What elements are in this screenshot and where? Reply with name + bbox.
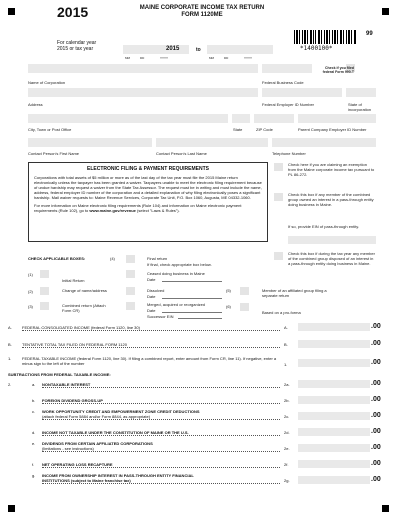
line-a-ref: A.: [284, 325, 288, 330]
registration-mark-bl: [8, 505, 15, 512]
tax-year-end-field[interactable]: [207, 45, 273, 54]
box-num-1: (1): [28, 272, 33, 277]
form-year: 2015: [57, 4, 89, 20]
line-2g-amount-field[interactable]: [298, 476, 370, 484]
line-2d-letter: d.: [32, 430, 36, 435]
state-label: State: [233, 127, 243, 132]
line-2c-amount-field[interactable]: [298, 412, 370, 420]
line-2f-letter: f.: [32, 462, 35, 467]
zip-label: ZIP Code: [256, 127, 273, 132]
line-1-cents: .00: [371, 359, 381, 366]
line-a-text: FEDERAL CONSOLIDATED INCOME (federal Form 1120, line 30): [22, 325, 280, 331]
line-2e-text: DIVIDENDS FROM CERTAIN AFFILIATED CORPORATIONS: [42, 441, 153, 446]
line-2c-cents: .00: [371, 412, 381, 419]
combined-return-label: Combined return (Attach Form CR): [62, 303, 106, 313]
final-return-checkbox[interactable]: [126, 255, 135, 263]
barcode-icon: [294, 30, 356, 44]
contact-first-name-field[interactable]: [28, 138, 152, 147]
line-b-ref: B.: [284, 342, 288, 347]
line-2c-letter: c.: [32, 409, 36, 414]
line-2b-ref: 2b.: [284, 398, 290, 403]
efile-para2: For more information on Maine electronic filing requirements (Rule 104) and information on Maine electronic payment requirements (Rule 102), go to www.maine.gov/revenue (select "Laws & Rules").: [34, 203, 242, 213]
page-code: 99: [366, 31, 373, 37]
telephone-field[interactable]: [272, 138, 376, 147]
ceased-date-line[interactable]: [162, 281, 222, 282]
disposed-interest-checkbox[interactable]: [274, 252, 283, 260]
box-num-5: (5): [226, 288, 231, 293]
date-label-yyyy2: YYYY: [244, 56, 253, 60]
line-1-text: FEDERAL TAXABLE INCOME (federal Form 1120, line 30). If filing a combined report, enter amount from Form CR, line 11). If negative, enter a minus sign to the left of the number: [22, 356, 277, 366]
line-1-amount-field[interactable]: [298, 359, 370, 367]
line-2g-ref: 2g.: [284, 478, 290, 483]
initial-return-checkbox[interactable]: [40, 270, 49, 278]
subtractions-heading: SUBTRACTIONS FROM FEDERAL TAXABLE INCOME:: [8, 372, 111, 377]
dissolved-checkbox[interactable]: [126, 287, 135, 295]
line-2c-ref: 2c.: [284, 414, 290, 419]
to-label: to: [196, 47, 201, 53]
line-2a-cents: .00: [371, 380, 381, 387]
contact-last-name-field[interactable]: [156, 138, 268, 147]
merged-checkbox[interactable]: [126, 302, 135, 310]
line-2f-ref: 2f.: [284, 462, 289, 467]
exemption-checkbox[interactable]: [274, 163, 283, 171]
dissolved-date-line[interactable]: [162, 298, 222, 299]
line-2a-amount-field[interactable]: [298, 380, 370, 388]
passthrough-ein-field[interactable]: [288, 236, 376, 244]
line-2b-amount-field[interactable]: [298, 396, 370, 404]
registration-mark-br: [382, 505, 389, 512]
box-num-3: (3): [28, 304, 33, 309]
merged-date-label: Date: [147, 308, 156, 313]
form-990t-label: Check if you filed federal Form 990-T: [322, 66, 354, 74]
line-b-amount-field[interactable]: [298, 340, 370, 348]
zip-field[interactable]: [254, 114, 294, 123]
line-2f-text: NET OPERATING LOSS RECAPTURE: [42, 462, 280, 468]
city-label: City, Town or Post Office: [28, 127, 72, 132]
date-label-mm1: MM: [125, 56, 130, 60]
calendar-year-label: For calendar year 2015 or tax year: [57, 40, 97, 52]
line-2f-cents: .00: [371, 460, 381, 467]
dissolved-date-label: Date: [147, 294, 156, 299]
efile-title: ELECTRONIC FILING & PAYMENT REQUIREMENTS: [87, 166, 209, 172]
date-label-mm2: MM: [209, 56, 214, 60]
disposed-interest-label: Check this box if during the tax year any member of the combined group disposed of an interest in a pass-through entity doing business in Maine.: [288, 251, 375, 266]
corporation-name-field[interactable]: [28, 64, 258, 73]
successor-ein-label: Successor EIN: [147, 314, 174, 319]
proforma-checkbox[interactable]: [240, 303, 249, 311]
exemption-label: Check here if you are claiming an exemption from the Maine corporate income tax pursuant to PL 86-272.: [288, 162, 375, 177]
affiliated-group-checkbox[interactable]: [240, 287, 249, 295]
line-2-number: 2.: [8, 382, 12, 387]
corporation-name-label: Name of Corporation: [28, 80, 66, 85]
line-2a-ref: 2a.: [284, 382, 290, 387]
efile-para1: Corporations with total assets of $5 million or more as of the last day of the tax year must file the 2015 Maine return electronically unless the taxpayer has been granted a waiver. Taxpayers unable to meet the electronic filing requirement because of undue hardship may request a waiver from the State Tax Assessor. The request must be in writing and must include the name, address, federal employer ID number of the corporation and a detailed explanation of why filing electronically poses a significant hardship. Mail waiver requests to: Maine Revenue Services, Corporate Tax Unit, P.O. Box 1060, Augusta, ME 04332-1060.: [34, 175, 262, 200]
line-2e-ref: 2e.: [284, 446, 290, 451]
line-2e-amount-field[interactable]: [298, 444, 370, 452]
line-2g-text: INCOME FROM OWNERSHIP INTEREST IN PASS-THROUGH ENTITY FINANCIAL: [42, 473, 194, 478]
line-2f-amount-field[interactable]: [298, 460, 370, 468]
telephone-label: Telephone Number: [272, 151, 306, 156]
fein-label: Federal Employer ID Number: [262, 102, 315, 107]
address-field[interactable]: [28, 88, 258, 97]
final-note: If final, check appropriate box below.: [147, 262, 212, 267]
ceased-date-label: Date: [147, 277, 156, 282]
applicable-heading: CHECK APPLICABLE BOXES:: [28, 256, 86, 261]
city-field[interactable]: [28, 114, 228, 123]
registration-mark-tl: [8, 8, 15, 15]
electronic-filing-notice: [28, 162, 268, 242]
registration-mark-tr: [382, 8, 389, 15]
line-2b-cents: .00: [371, 396, 381, 403]
combined-group-label: Check this box if any member of the combined group owned an interest in a pass-through entity doing business in Maine.: [288, 192, 374, 207]
line-b-cents: .00: [371, 340, 381, 347]
address-label: Address: [28, 102, 43, 107]
line-2a-letter: a.: [32, 382, 36, 387]
box-num-2: (2): [28, 289, 33, 294]
combined-return-checkbox[interactable]: [40, 302, 49, 310]
change-name-label: Change of name/address: [62, 288, 107, 293]
line-2d-ref: 2d.: [284, 430, 290, 435]
line-a-cents: .00: [371, 323, 381, 330]
date-label-dd2: DD: [224, 56, 229, 60]
successor-ein-line[interactable]: [178, 318, 222, 319]
line-1-number: 1.: [8, 356, 12, 361]
state-of-incorporation-label: State of incorporation: [348, 102, 372, 112]
line-b-number: B.: [8, 342, 12, 347]
line-2b-letter: b.: [32, 398, 36, 403]
final-return-label: Final return: [147, 256, 168, 261]
initial-return-label: Initial Return: [62, 278, 85, 283]
line-2b-text: FOREIGN DIVIDEND GROSS-UP: [42, 398, 280, 404]
contact-first-name-label: Contact Person's First Name: [28, 151, 80, 156]
change-name-checkbox[interactable]: [40, 287, 49, 295]
merged-date-line[interactable]: [162, 312, 222, 313]
line-2c-subtext: (attach federal Form 5884 and/or Form 8844, as appropriate): [42, 414, 280, 420]
line-2c-text: WORK OPPORTUNITY CREDIT AND EMPOWERMENT ZONE CREDIT DEDUCTIONS: [42, 409, 200, 414]
box-num-4: (4): [110, 256, 115, 261]
line-2d-text: INCOME NOT TAXABLE UNDER THE CONSTITUTION OF MAINE OR THE U.S.: [42, 430, 280, 436]
line-a-amount-field[interactable]: [298, 323, 370, 331]
line-2e-subtext: (limitations - see instructions): [42, 446, 280, 452]
contact-last-name-label: Contact Person's Last Name: [156, 151, 207, 156]
combined-group-checkbox[interactable]: [274, 193, 283, 201]
box-num-6: (6): [226, 304, 231, 309]
line-2d-cents: .00: [371, 428, 381, 435]
line-2a-text: NONTAXABLE INTEREST: [42, 382, 280, 388]
line-2e-letter: e.: [32, 441, 36, 446]
line-2g-letter: g.: [32, 473, 36, 478]
barcode-text: *1400100*: [300, 45, 333, 52]
proforma-label: Based on a pro-forma: [262, 310, 301, 315]
efile-link[interactable]: www.maine.gov/revenue: [89, 208, 136, 213]
ceased-business-label: Ceased doing business in Maine: [147, 271, 205, 276]
tax-year-value: 2015: [166, 46, 180, 52]
state-field[interactable]: [232, 114, 250, 123]
line-1-ref: 1.: [284, 362, 288, 367]
line-2g-cents: .00: [371, 476, 381, 483]
business-code-label: Federal Business Code: [262, 80, 304, 85]
date-label-dd1: DD: [140, 56, 145, 60]
line-2e-cents: .00: [371, 444, 381, 451]
dissolved-label: Dissolved: [147, 288, 165, 293]
parent-fein-field[interactable]: [298, 114, 376, 123]
line-b-text: TENTATIVE TOTAL TAX FILED ON FEDERAL FORM 1120: [22, 342, 280, 348]
state-of-incorporation-field[interactable]: [346, 88, 376, 97]
line-a-number: A.: [8, 325, 12, 330]
line-2g-subtext: INSTITUTIONS (subject to Maine franchise tax): [42, 478, 280, 484]
form-title: MAINE CORPORATE INCOME TAX RETURN FORM 1120ME: [139, 5, 265, 18]
merged-label: Merged, acquired or reorganized: [147, 302, 206, 307]
passthrough-ein-prompt: If so, provide EIN of pass-through entity.: [288, 224, 360, 229]
affiliated-group-label: Member of an affiliated group filing a separate return: [262, 288, 327, 298]
parent-fein-label: Parent Company Employer ID Number: [298, 127, 367, 132]
business-code-field[interactable]: [262, 64, 312, 73]
ceased-business-checkbox[interactable]: [126, 270, 135, 278]
fein-field[interactable]: [262, 88, 342, 97]
date-label-yyyy1: YYYY: [160, 56, 169, 60]
line-2d-amount-field[interactable]: [298, 428, 370, 436]
